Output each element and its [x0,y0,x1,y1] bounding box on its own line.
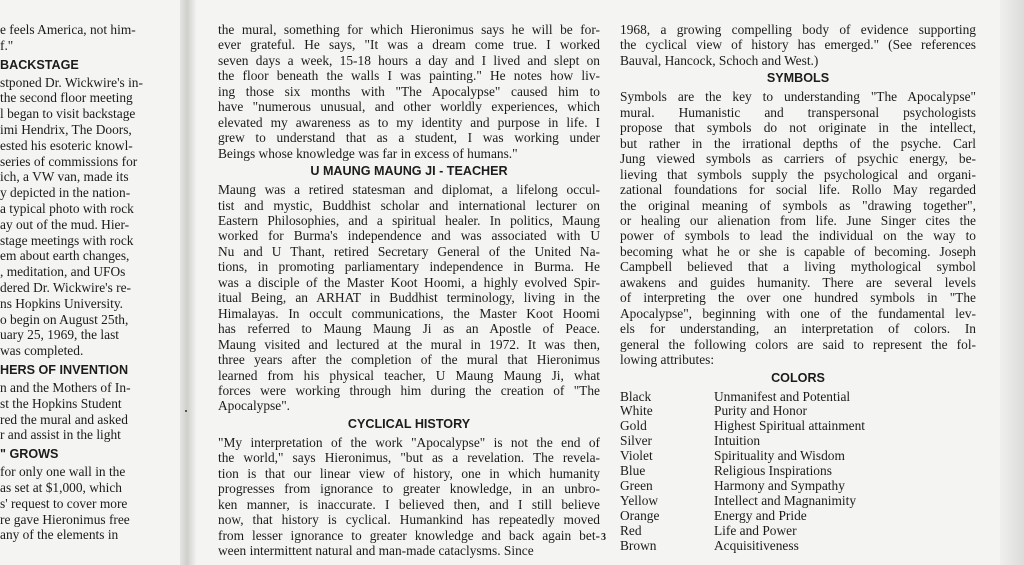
paragraph-line: the mural, something for which Hieronimus says he will be for- [218,22,600,37]
paragraph-line: Campbell believed that a living mythological symbol [620,259,976,275]
color-name: White [620,403,653,419]
paragraph-line: Jung viewed symbols as carriers of psychic energy, be- [620,151,976,167]
color-attribute: Acquisitiveness [714,537,799,553]
text-line: s' request to cover more [0,495,128,511]
text-line: y depicted in the nation- [0,185,131,201]
paragraph-line: the world," says Hieronimus, "but as a revelation. The revela- [218,450,600,466]
text-line: ich, a VW van, made its [0,169,129,185]
color-name: Black [620,388,652,404]
paragraph-line: ken manner, is inaccurate. I believed then, and I still believe [218,496,600,512]
paragraph-line: learned from his physical teacher, U Maung Maung Ji, what [218,367,600,383]
text-line: , meditation, and UFOs [0,264,126,280]
paragraph-line: 1968, a growing compelling body of evidence supporting [620,22,976,37]
color-attribute: Spirituality and Wisdom [714,448,845,464]
text-line: em about earth changes, [0,248,130,264]
paragraph [218,435,600,559]
colors-table [620,390,976,554]
text-line: the second floor meeting [0,90,133,106]
text-line: stponed Dr. Wickwire's in- [0,74,143,90]
paragraph-line: elevated my awareness as to my identity and purpose in life. I [218,114,600,130]
paragraph-line: worked for Burma's independence and was associated with U [218,228,600,244]
text-line: dered Dr. Wickwire's re- [0,279,132,295]
paragraph-line: Maung was a retired statesman and diplomat, a lifelong occul- [218,182,600,198]
paragraph-line: was a disciple of the Master Koot Hoomi, a highly evolved Spir- [218,274,600,290]
left-column [0,22,172,552]
color-name: Blue [620,463,646,479]
paragraph-line: forces were working through him during the creation of "The [218,382,600,398]
text-line: l began to visit backstage [0,106,136,122]
paragraph-line: Bauval, Hancock, Schoch and West.) [620,52,819,68]
text-line: f." [0,37,14,53]
paragraph-line: general the following colors are said to represent the fol- [620,336,976,352]
paragraph-line: progresses from ignorance to greater knowledge, in an unbro- [218,481,600,497]
paragraph-line: Beings whose knowledge was far in excess of humans." [218,145,518,161]
paragraph-line: awakens and guides humanity. There are several levels [620,274,976,290]
text-line: was completed. [0,343,84,359]
text-line: a typical photo with rock [0,200,134,216]
paragraph-line: tist and mystic, Buddhist scholar and international lecturer on [218,197,600,213]
paragraph-line: of interpreting the over one hundred symbols in "The [620,290,976,306]
paragraph-line: tion is that our linear view of history, one in which humanity [218,465,600,481]
text-line: as set at $1,000, which [0,479,122,495]
right-column [620,22,976,553]
section-heading: COLORS [771,370,825,385]
paragraph-line: three years after the completion of the mural that Hieronimus [218,352,600,368]
paragraph [620,89,976,367]
paragraph-line: Symbols are the key to understanding "The Apocalypse" [620,89,976,105]
color-attribute: Life and Power [714,522,797,538]
text-line: for only one wall in the [0,464,126,480]
paragraph-line: the original meaning of symbols as "drawing together", [620,197,976,213]
color-attribute: Intellect and Magnanimity [714,492,857,508]
paragraph-line: but rather in the irrational depths of the psyche. Carl [620,135,976,151]
text-line: ested his esoteric knowl- [0,137,133,153]
paragraph-line: power of symbols to lead the individual on the way to [620,228,976,244]
text-line: ns Hopkins University. [0,295,123,311]
text-line: re gave Hieronimus free [0,511,130,527]
text-line: st the Hopkins Student [0,395,122,411]
paragraph-line: has referred to Maung Maung Ji as an Apostle of Peace. [218,321,600,337]
text-line: r and assist in the light [0,427,121,443]
text-line: e feels America, not him- [0,22,136,37]
color-attribute: Intuition [714,433,761,449]
paragraph-line: Himalayas. In occult communications, the Master Koot Hoomi [218,305,600,321]
text-line: n and the Mothers of In- [0,379,131,395]
paragraph-line: ing those six months with "The Apocalypse" caused him to [218,83,600,99]
text-line: uary 25, 1969, the last [0,327,120,343]
paragraph-line: itual Being, an ARHAT in Buddhist terminology, living in the [218,290,600,306]
section-heading: SYMBOLS [766,71,830,86]
paragraph-line: Apocalypse". [218,398,291,414]
color-attribute: Harmony and Sympathy [714,477,845,493]
paragraph-line: propose that symbols do not originate in the intellect, [620,120,976,136]
color-name: Gold [620,418,647,434]
paragraph-line: Maung visited and lectured at the mural in 1972. It was then, [218,336,600,352]
section-heading: BACKSTAGE [0,57,79,72]
paragraph-line: grew to understand that as a student, I was working under [218,130,600,146]
paragraph-line: lowing attributes: [620,352,715,368]
page-number: 3 [601,532,606,543]
paragraph-line: now, that history is cyclical. Humankind has repeatedly moved [218,512,600,528]
text-line: o begin on August 25th, [0,311,129,327]
paragraph-line: ever grateful. He says, "It was a dream come true. I worked [218,37,600,53]
paragraph [218,22,600,161]
text-line: ay out of the mud. Hier- [0,216,130,232]
paragraph-line: els for understanding, an interpretation of colors. In [620,321,976,337]
section-heading: HERS OF INVENTION [0,362,129,377]
paragraph-line: or healing our alienation from life. June Singer cites the [620,212,976,228]
paragraph-line: the floor beneath the walls I was painting." He notes how liv- [218,68,600,84]
paragraph-line: ween intermittent natural and man-made cataclysms. Since [218,543,534,559]
color-attribute: Religious Inspirations [714,463,832,479]
color-attribute: Purity and Honor [714,403,807,419]
color-name: Violet [620,448,653,464]
paragraph-line: Nu and U Thant, retired Secretary General of the United Na- [218,243,600,259]
paragraph-line: zational foundations for social life. Rollo May regarded [620,182,976,198]
paragraph-line: "My interpretation of the work "Apocalypse" is not the end of [218,434,600,450]
paragraph-line: the cyclical view of history has emerged." (See references [620,37,976,53]
section-heading: U MAUNG MAUNG JI - TEACHER [310,164,508,179]
color-name: Orange [620,507,660,523]
text-line: red the mural and asked [0,411,128,427]
paragraph-line: becoming what he or she is capable of becoming. Joseph [620,243,976,259]
paragraph-line: tions, in promoting parliamentary independence in Burma. He [218,259,600,275]
paragraph-line: seven days a week, 15-18 hours a day and I lived and slept on [218,52,600,68]
paragraph-line: Apocalypse", beginning with one of the fundamental lev- [620,305,976,321]
text-line: series of commissions for [0,153,138,169]
paragraph [218,182,600,414]
color-name: Yellow [620,492,659,508]
print-speck [185,410,187,412]
color-attribute: Energy and Pride [714,507,807,523]
text-line: imi Hendrix, The Doors, [0,121,132,137]
paragraph-line: lieving that symbols supply the psychological and organi- [620,166,976,182]
color-name: Green [620,477,653,493]
paragraph-line: mural. Humanistic and transpersonal psychologists [620,104,976,120]
section-heading: " GROWS [0,447,59,462]
page-fold-left [180,0,196,565]
paragraph-line: have "numerous unusual, and other worldly experiences, which [218,99,600,115]
color-name: Red [620,522,642,538]
color-attribute: Unmanifest and Potential [714,388,851,404]
color-name: Brown [620,537,657,553]
text-line: any of the elements in [0,527,119,543]
paragraph-line: Eastern Philosophies, and a spiritual healer. In politics, Maung [218,212,600,228]
section-heading: CYCLICAL HISTORY [347,416,471,431]
page-fold-right [1000,0,1024,565]
paragraph [620,22,976,68]
paragraph-line: from lesser ignorance to greater knowledge and back again bet- [218,527,600,543]
middle-column [218,22,600,559]
color-attribute: Highest Spiritual attainment [714,418,865,434]
color-name: Silver [620,433,652,449]
text-line: stage meetings with rock [0,232,134,248]
